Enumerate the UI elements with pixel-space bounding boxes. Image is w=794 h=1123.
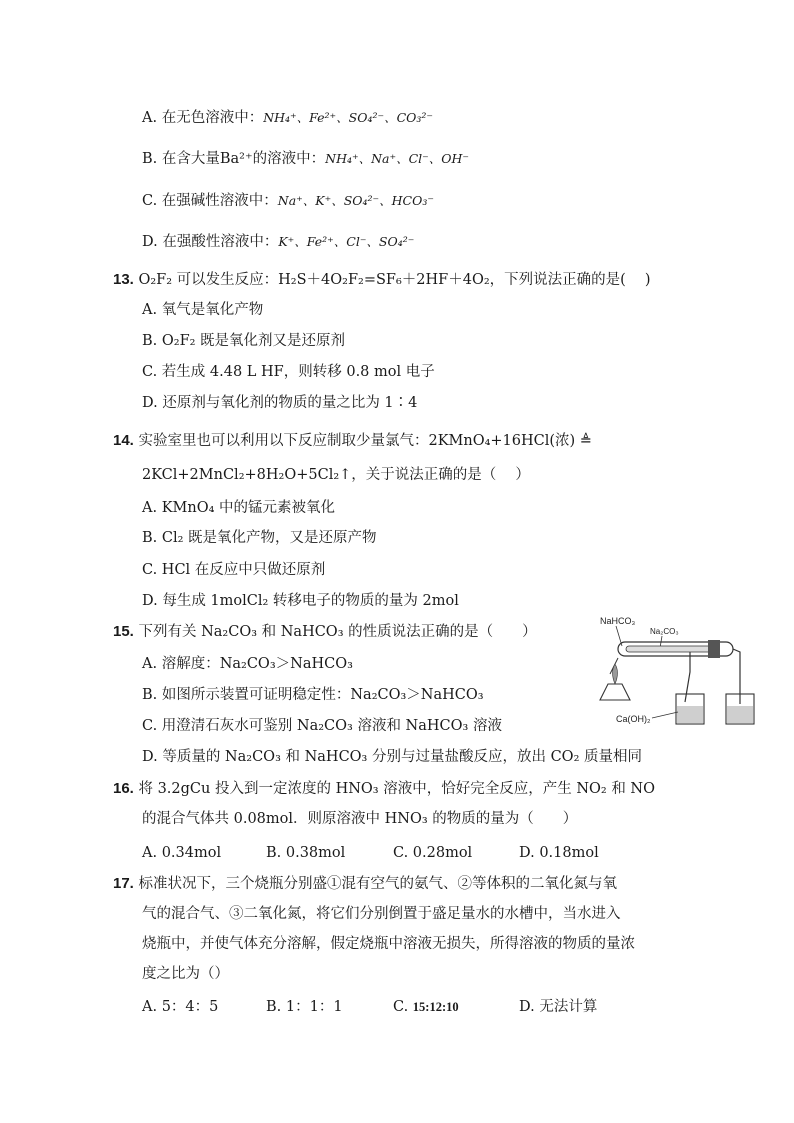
q16-option-d: D. 0.18mol bbox=[519, 845, 599, 861]
q17-option-b: B. 1：1：1 bbox=[266, 999, 343, 1015]
q17-option-d: D. 无法计算 bbox=[519, 999, 598, 1015]
label-na2co3: Na₂CO₃ bbox=[650, 627, 679, 636]
q17-option-c-value: 15:12:10 bbox=[412, 1000, 459, 1014]
q15-option-a: A. 溶解度：Na₂CO₃＞NaHCO₃ bbox=[142, 656, 353, 672]
delivery-tube-2 bbox=[733, 649, 740, 704]
q16-option-a: A. 0.34mol bbox=[142, 845, 222, 861]
beaker-left-liquid bbox=[677, 706, 703, 723]
q14-option-b: B. Cl₂ 既是氧化产物，又是还原产物 bbox=[142, 530, 377, 546]
q17-stem-line2: 气的混合气、③二氧化氮，将它们分别倒置于盛足量水的水槽中，当水进入 bbox=[142, 906, 621, 922]
inner-test-tube bbox=[626, 646, 714, 652]
label-nahco3: NaHCO₃ bbox=[600, 616, 636, 626]
q17-option-a: A. 5：4：5 bbox=[142, 999, 219, 1015]
q14-option-c: C. HCl 在反应中只做还原剂 bbox=[142, 562, 326, 578]
q14-stem-line2: 2KCl+2MnCl₂+8H₂O+5Cl₂↑，关于说法正确的是（ ） bbox=[142, 467, 530, 483]
beaker-right-liquid bbox=[727, 706, 753, 723]
q15-option-b: B. 如图所示装置可证明稳定性：Na₂CO₃＞NaHCO₃ bbox=[142, 687, 484, 703]
q17-stem-line1: 17. 标准状况下，三个烧瓶分别盛①混有空气的氨气、②等体积的二氧化氮与氧 bbox=[113, 875, 617, 892]
q14-option-d: D. 每生成 1molCl₂ 转移电子的物质的量为 2mol bbox=[142, 593, 459, 609]
pointer-caoh2 bbox=[652, 712, 678, 718]
q12-option-c: C. 在强碱性溶液中：Na⁺、K⁺、SO₄²⁻、HCO₃⁻ bbox=[142, 193, 434, 209]
alcohol-lamp bbox=[600, 684, 630, 700]
q12-option-a: A. 在无色溶液中：NH₄⁺、Fe²⁺、SO₄²⁻、CO₃²⁻ bbox=[142, 110, 434, 126]
q13-option-b: B. O₂F₂ 既是氧化剂又是还原剂 bbox=[142, 333, 346, 349]
q12-option-d: D. 在强酸性溶液中：K⁺、Fe²⁺、Cl⁻、SO₄²⁻ bbox=[142, 234, 415, 250]
q17-option-c: C. 15:12:10 bbox=[393, 999, 459, 1015]
q14-option-a: A. KMnO₄ 中的锰元素被氧化 bbox=[142, 500, 336, 516]
q15-option-c: C. 用澄清石灰水可鉴别 Na₂CO₃ 溶液和 NaHCO₃ 溶液 bbox=[142, 718, 502, 734]
q16-option-c: C. 0.28mol bbox=[393, 845, 473, 861]
q16-option-b: B. 0.38mol bbox=[266, 845, 346, 861]
q13-option-a: A. 氧气是氧化产物 bbox=[142, 302, 264, 318]
q15-stem: 15. 下列有关 Na₂CO₃ 和 NaHCO₃ 的性质说法正确的是（ ） bbox=[113, 623, 537, 640]
q15-apparatus-figure bbox=[590, 612, 760, 737]
q13-option-c: C. 若生成 4.48 L HF，则转移 0.8 mol 电子 bbox=[142, 364, 435, 380]
q13-stem: 13. O₂F₂ 可以发生反应：H₂S＋4O₂F₂=SF₆＋2HF＋4O₂，下列说法正确的是( ) bbox=[113, 271, 651, 288]
q16-stem-line2: 的混合气体共 0.08mol．则原溶液中 HNO₃ 的物质的量为（ ） bbox=[142, 811, 578, 827]
q14-stem-line1: 14. 实验室里也可以利用以下反应制取少量氯气：2KMnO₄+16HCl(浓) ≜ bbox=[113, 432, 592, 449]
q17-stem-line4: 度之比为（） bbox=[142, 966, 229, 982]
q13-option-d: D. 还原剂与氧化剂的物质的量之比为 1∶4 bbox=[142, 395, 418, 411]
stopper-right bbox=[708, 640, 720, 658]
lamp-flame bbox=[613, 664, 618, 684]
label-caoh2: Ca(OH)₂ bbox=[616, 714, 651, 724]
q12-option-b: B. 在含大量Ba²⁺的溶液中：NH₄⁺、Na⁺、Cl⁻、OH⁻ bbox=[142, 151, 469, 167]
q17-stem-line3: 烧瓶中，并使气体充分溶解，假定烧瓶中溶液无损失，所得溶液的物质的量浓 bbox=[142, 936, 635, 952]
q16-stem-line1: 16. 将 3.2gCu 投入到一定浓度的 HNO₃ 溶液中，恰好完全反应，产生 NO₂ 和 NO bbox=[113, 780, 656, 797]
q15-option-d: D. 等质量的 Na₂CO₃ 和 NaHCO₃ 分别与过量盐酸反应，放出 CO₂ 质量相同 bbox=[142, 749, 642, 765]
